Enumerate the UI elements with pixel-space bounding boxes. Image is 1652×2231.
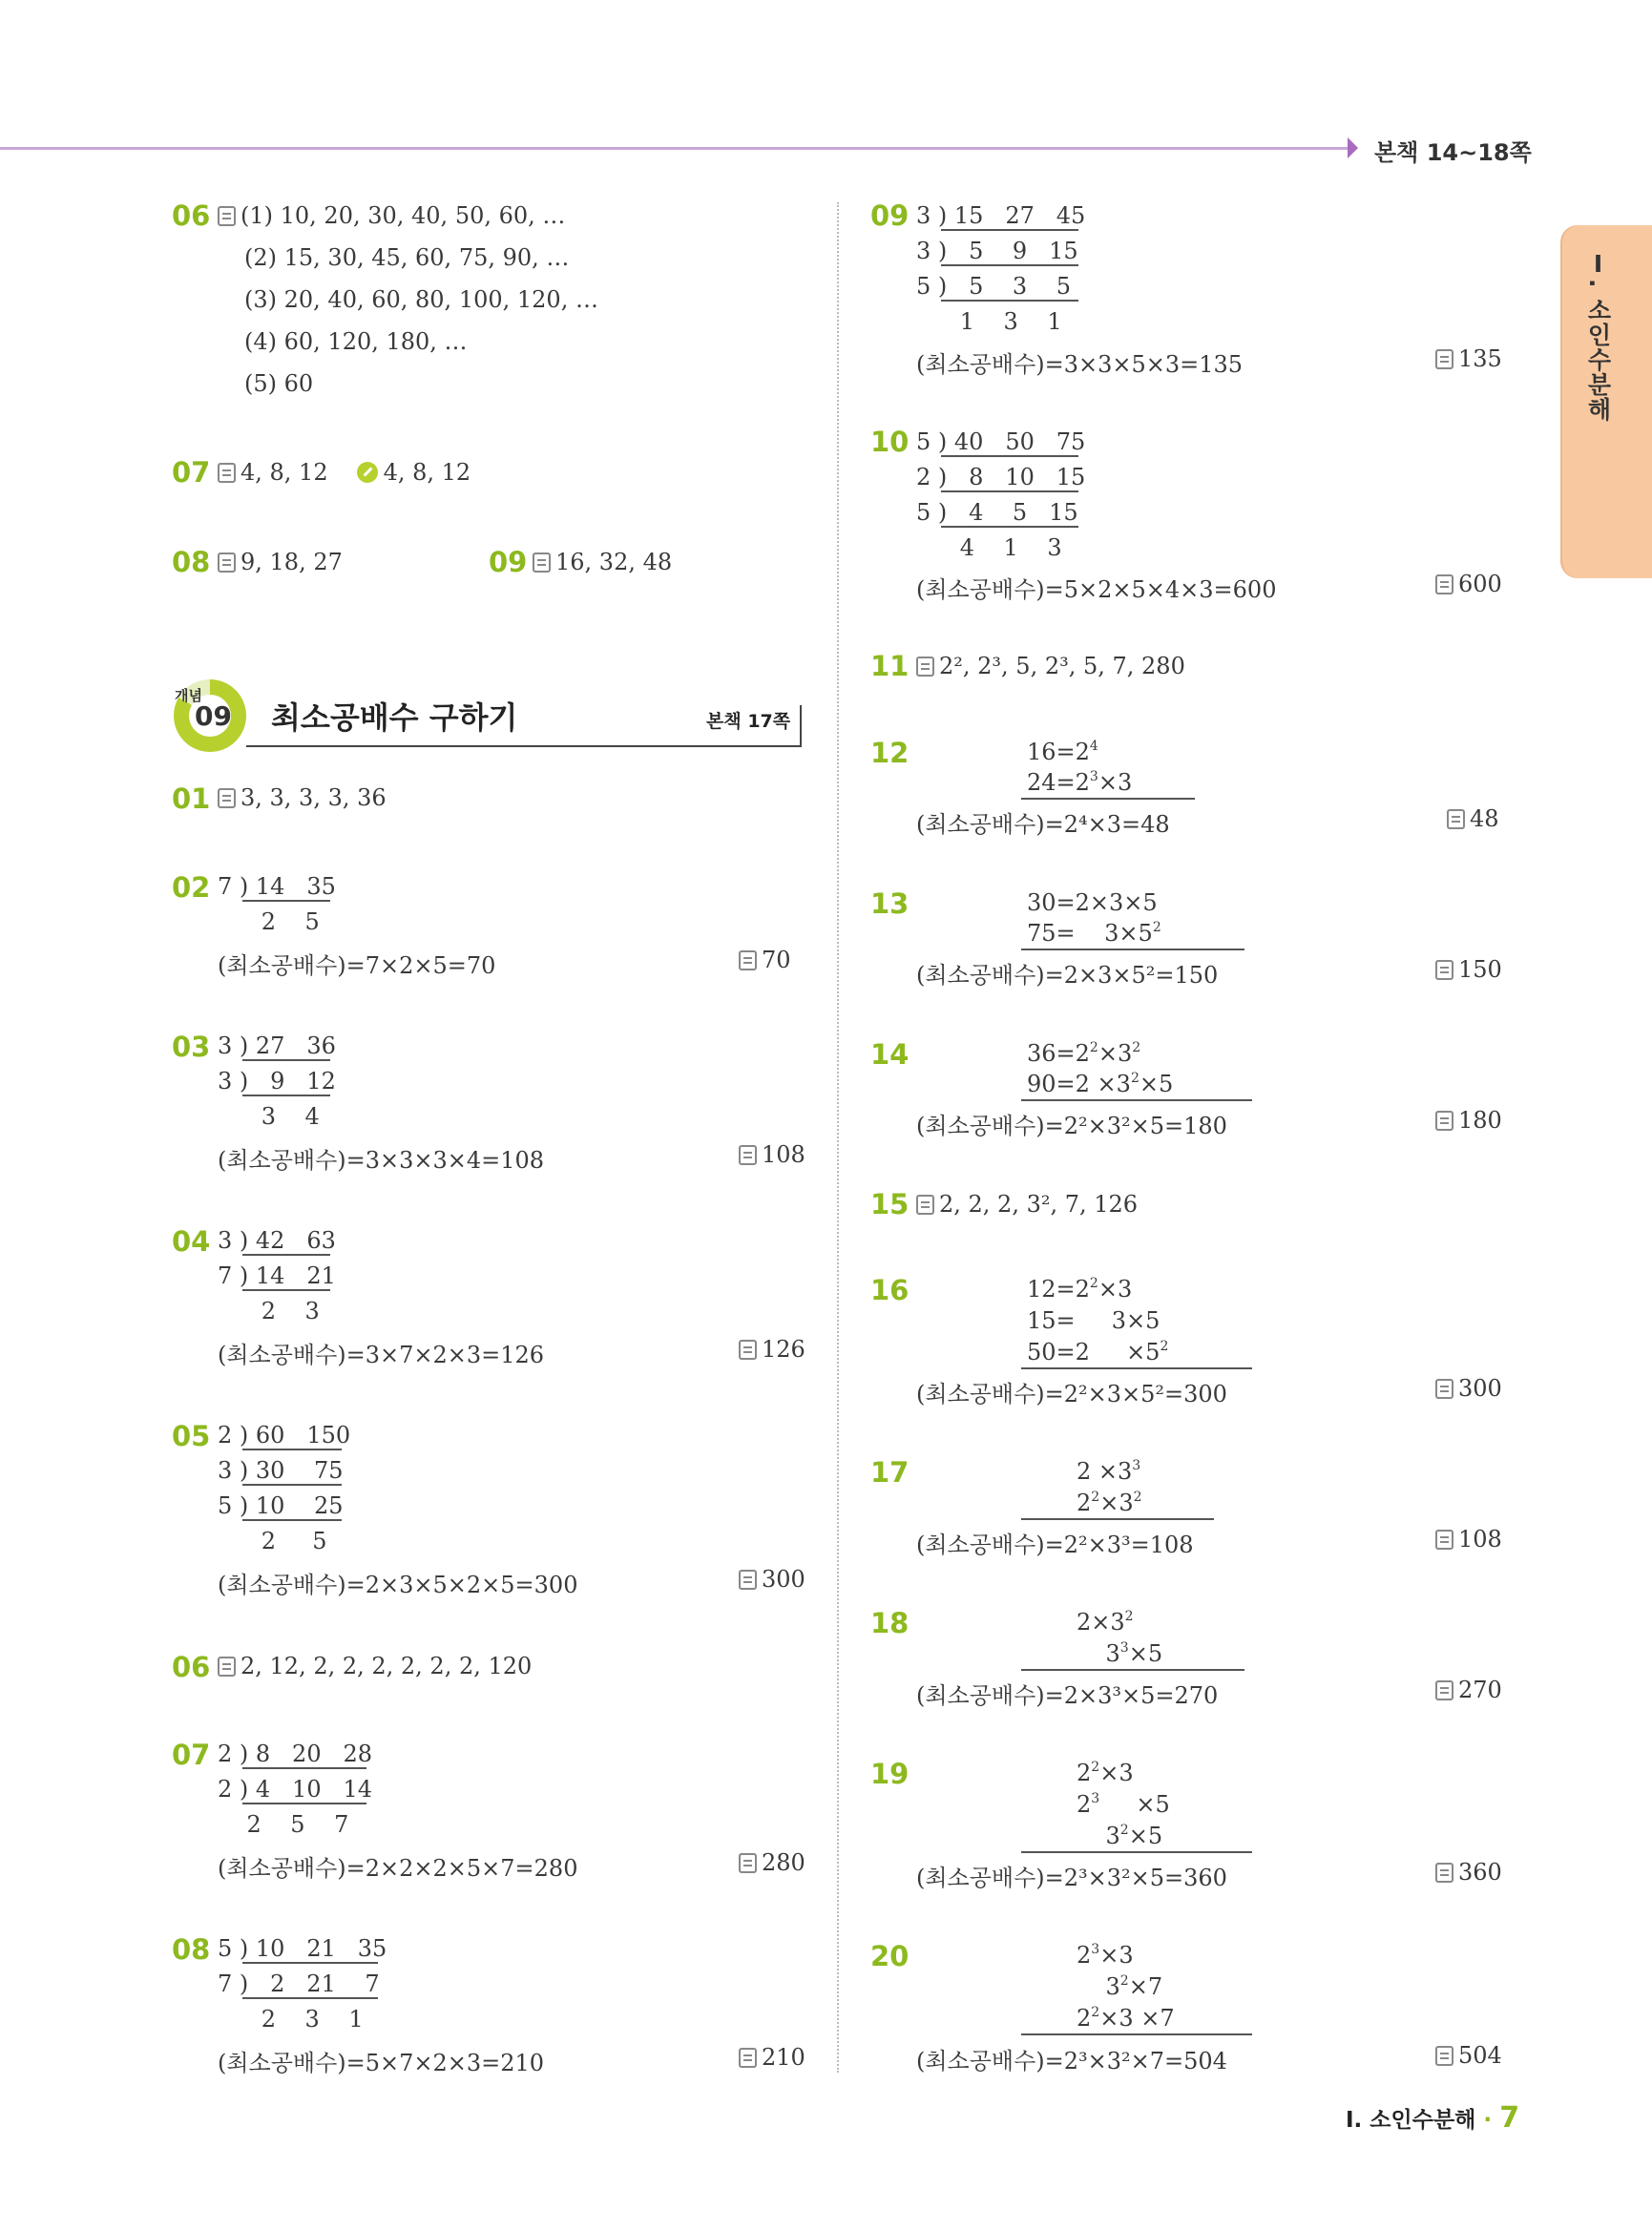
factorization-row: 30=2×3×5 — [1027, 889, 1158, 916]
final-answer: 48 — [1447, 805, 1499, 832]
answer-line: (2) 15, 30, 45, 60, 75, 90, … — [244, 244, 570, 271]
lcm-expression: (최소공배수)=2²×3³=108 — [916, 1532, 1194, 1558]
division-row: 4 1 3 — [916, 534, 1062, 561]
question-number: 02 — [172, 871, 211, 904]
question-number: 13 — [870, 887, 910, 920]
factorization-row: $3^2\times 7$ — [1077, 1973, 1163, 2000]
question-number: 04 — [172, 1225, 211, 1258]
answer-line: 2², 2³, 5, 2³, 5, 7, 280 — [916, 653, 1185, 679]
factorization-row: $2 \times 3^3$ — [1077, 1458, 1141, 1485]
final-answer: 300 — [1435, 1375, 1502, 1402]
lcm-expression: (최소공배수)=2²×3×5²=300 — [916, 1381, 1227, 1407]
factorization-row: $90=2 \times 3^2\times 5$ — [1027, 1071, 1174, 1097]
final-answer: 108 — [1435, 1526, 1502, 1553]
division-row: 2 3 1 — [218, 2006, 364, 2033]
footer-chapter: Ⅰ. 소인수분해 — [1346, 2108, 1476, 2133]
question-number: 08 — [172, 546, 211, 578]
factorization-row: $2^2\times 3^2$ — [1077, 1490, 1142, 1516]
division-row: 2 5 7 — [218, 1811, 349, 1838]
final-answer: 280 — [739, 1849, 805, 1876]
answer-line: (3) 20, 40, 60, 80, 100, 120, … — [244, 286, 598, 313]
division-row: 2 ) 4 10 14 — [218, 1776, 373, 1803]
factorization-row: $2^2\times 3$ — [1077, 1760, 1134, 1786]
final-answer: 126 — [739, 1336, 805, 1363]
lcm-expression: (최소공배수)=3×3×5×3=135 — [916, 351, 1244, 378]
division-row: 3 ) 42 63 — [218, 1227, 336, 1254]
lcm-expression: (최소공배수)=2⁴×3=48 — [916, 811, 1170, 838]
lcm-expression: (최소공배수)=7×2×5=70 — [218, 952, 496, 979]
final-answer: 135 — [1435, 345, 1502, 372]
answer-icon — [739, 2048, 757, 2068]
division-row: 3 ) 9 12 — [218, 1068, 336, 1095]
question-number: 16 — [870, 1274, 910, 1306]
final-answer: 210 — [739, 2044, 805, 2071]
division-row: 7 ) 14 21 — [218, 1262, 336, 1289]
division-row: 2 ) 8 10 15 — [916, 464, 1086, 490]
concept-label: 개념 — [175, 687, 202, 704]
division-row: 2 5 — [218, 1528, 327, 1554]
concept-title: 최소공배수 구하기 — [271, 699, 518, 736]
final-answer: 180 — [1435, 1107, 1502, 1134]
division-row: 3 ) 30 75 — [218, 1457, 344, 1484]
factorization-row: 15= 3×5 — [1027, 1307, 1161, 1334]
answer-line: 2, 12, 2, 2, 2, 2, 2, 2, 120 — [218, 1653, 532, 1679]
answer-icon — [739, 1853, 757, 1873]
answer-icon — [1435, 2046, 1453, 2066]
final-answer: 150 — [1435, 956, 1502, 983]
question-number: 01 — [172, 782, 211, 815]
answer-line: (5) 60 — [244, 370, 314, 397]
question-number: 20 — [870, 1940, 910, 1972]
final-answer: 108 — [739, 1141, 805, 1168]
answer-icon — [1435, 1680, 1453, 1700]
answer-line: 4, 8, 12 4, 8, 12 — [218, 459, 471, 486]
column-divider — [837, 202, 839, 2073]
check-icon — [357, 462, 378, 483]
question-number: 03 — [172, 1031, 211, 1063]
division-row: 5 ) 10 25 — [218, 1492, 344, 1519]
division-row: 2 ) 8 20 28 — [218, 1741, 373, 1767]
factorization-row: $12=2^2\times 3$ — [1027, 1276, 1133, 1303]
factorization-row: $3^2\times 5$ — [1077, 1823, 1163, 1849]
answer-icon — [1435, 1379, 1453, 1399]
lcm-expression: (최소공배수)=2³×3²×5=360 — [916, 1865, 1227, 1891]
lcm-expression: (최소공배수)=5×7×2×3=210 — [218, 2050, 545, 2076]
division-row: 2 ) 60 150 — [218, 1422, 351, 1449]
answer-icon — [1435, 960, 1453, 980]
answer-icon — [916, 657, 934, 677]
division-row: 5 ) 5 3 5 — [916, 273, 1071, 300]
answer-line: 16, 32, 48 — [533, 549, 672, 575]
concept-number: 09 — [195, 700, 232, 732]
final-answer: 600 — [1435, 571, 1502, 597]
answer-icon — [218, 206, 236, 226]
division-row: 3 ) 15 27 45 — [916, 202, 1086, 229]
answer-icon — [739, 1570, 757, 1590]
answer-icon — [1435, 1111, 1453, 1131]
question-number: 11 — [870, 650, 910, 682]
answer-icon — [218, 788, 236, 808]
answer-icon — [1435, 349, 1453, 369]
factorization-row: $3^3\times 5$ — [1077, 1640, 1163, 1667]
answer-line: 3, 3, 3, 3, 36 — [218, 784, 387, 811]
lcm-expression: (최소공배수)=2²×3²×5=180 — [916, 1113, 1227, 1139]
factorization-row: $2\times 3^2$ — [1077, 1609, 1134, 1636]
concept-rule — [246, 745, 802, 747]
question-number: 12 — [870, 737, 910, 769]
final-answer: 270 — [1435, 1677, 1502, 1703]
question-number: 17 — [870, 1456, 910, 1489]
lcm-expression: (최소공배수)=2×3×5×2×5=300 — [218, 1572, 578, 1598]
question-number: 06 — [172, 1651, 211, 1683]
factorization-row: 50=2 $\times 5^2$ — [1027, 1339, 1169, 1366]
lcm-expression: (최소공배수)=2×3³×5=270 — [916, 1682, 1219, 1709]
division-row: 5 ) 40 50 75 — [916, 428, 1086, 455]
answer-line: 2, 2, 2, 3², 7, 126 — [916, 1191, 1138, 1218]
division-row: 1 3 1 — [916, 308, 1062, 335]
final-answer: 70 — [739, 947, 791, 973]
final-answer: 504 — [1435, 2042, 1502, 2069]
answer-icon — [739, 950, 757, 970]
lcm-expression: (최소공배수)=2×2×2×5×7=280 — [218, 1855, 578, 1882]
question-number: 10 — [870, 426, 910, 458]
answer-line: (1) 10, 20, 30, 40, 50, 60, … — [218, 202, 565, 229]
answer-icon — [218, 1657, 236, 1677]
page-reference: 본책 14~18쪽 — [1374, 139, 1532, 166]
division-row: 3 ) 27 36 — [218, 1032, 336, 1059]
question-number: 08 — [172, 1933, 211, 1966]
lcm-expression: (최소공배수)=3×7×2×3=126 — [218, 1342, 545, 1368]
question-number: 19 — [870, 1758, 910, 1790]
answer-icon — [1435, 574, 1453, 594]
header-rule — [0, 147, 1350, 150]
question-number: 18 — [870, 1607, 910, 1639]
division-row: 2 3 — [218, 1298, 320, 1324]
answer-line: (4) 60, 120, 180, … — [244, 328, 468, 355]
final-answer: 360 — [1435, 1859, 1502, 1886]
lcm-expression: (최소공배수)=3×3×3×4=108 — [218, 1147, 545, 1174]
factorization-row: $36=2^2\times 3^2$ — [1027, 1040, 1141, 1067]
lcm-expression: (최소공배수)=5×2×5×4×3=600 — [916, 576, 1277, 603]
question-number: 09 — [489, 546, 528, 578]
page-footer: Ⅰ. 소인수분해 · 7 — [1346, 2101, 1520, 2135]
answer-icon — [1447, 809, 1465, 829]
division-row: 3 ) 5 9 15 — [916, 238, 1078, 264]
question-number: 06 — [172, 199, 211, 232]
division-row: 5 ) 10 21 35 — [218, 1935, 387, 1962]
question-number: 05 — [172, 1420, 211, 1452]
page-number: 7 — [1499, 2101, 1520, 2135]
question-number: 07 — [172, 456, 211, 489]
answer-icon — [218, 463, 236, 483]
question-number: 14 — [870, 1038, 910, 1071]
answer-icon — [1435, 1530, 1453, 1550]
question-number: 15 — [870, 1188, 910, 1220]
division-row: 7 ) 14 35 — [218, 873, 336, 900]
division-row: 2 5 — [218, 908, 320, 935]
lcm-expression: (최소공배수)=2×3×5²=150 — [916, 962, 1219, 989]
answer-line: 9, 18, 27 — [218, 549, 343, 575]
answer-icon — [533, 553, 551, 573]
factorization-row: $16=2^4$ — [1027, 739, 1098, 765]
answer-icon — [1435, 1863, 1453, 1883]
answer-icon — [739, 1145, 757, 1165]
division-row: 5 ) 4 5 15 — [916, 499, 1078, 526]
question-number: 07 — [172, 1739, 211, 1771]
factorization-row: $24=2^3\times 3$ — [1027, 769, 1133, 796]
concept-reference: 본책 17쪽 — [706, 711, 791, 732]
lcm-expression: (최소공배수)=2³×3²×7=504 — [916, 2048, 1227, 2075]
answer-icon — [218, 553, 236, 573]
factorization-row: $2^3$ ×5 — [1077, 1791, 1170, 1818]
answer-icon — [916, 1195, 934, 1215]
factorization-row: $2^2\times 3 \times 7$ — [1077, 2005, 1175, 2032]
factorization-row: $2^3\times 3$ — [1077, 1942, 1134, 1969]
division-row: 7 ) 2 21 7 — [218, 1970, 380, 1997]
factorization-row: 75= $3\times 5^2$ — [1027, 920, 1161, 947]
answer-icon — [739, 1340, 757, 1360]
chapter-tab-label: Ⅰ. 소인수분해 — [1584, 250, 1612, 423]
question-number: 09 — [870, 199, 910, 232]
division-row: 3 4 — [218, 1103, 320, 1130]
final-answer: 300 — [739, 1566, 805, 1593]
arrow-icon — [1348, 137, 1358, 158]
